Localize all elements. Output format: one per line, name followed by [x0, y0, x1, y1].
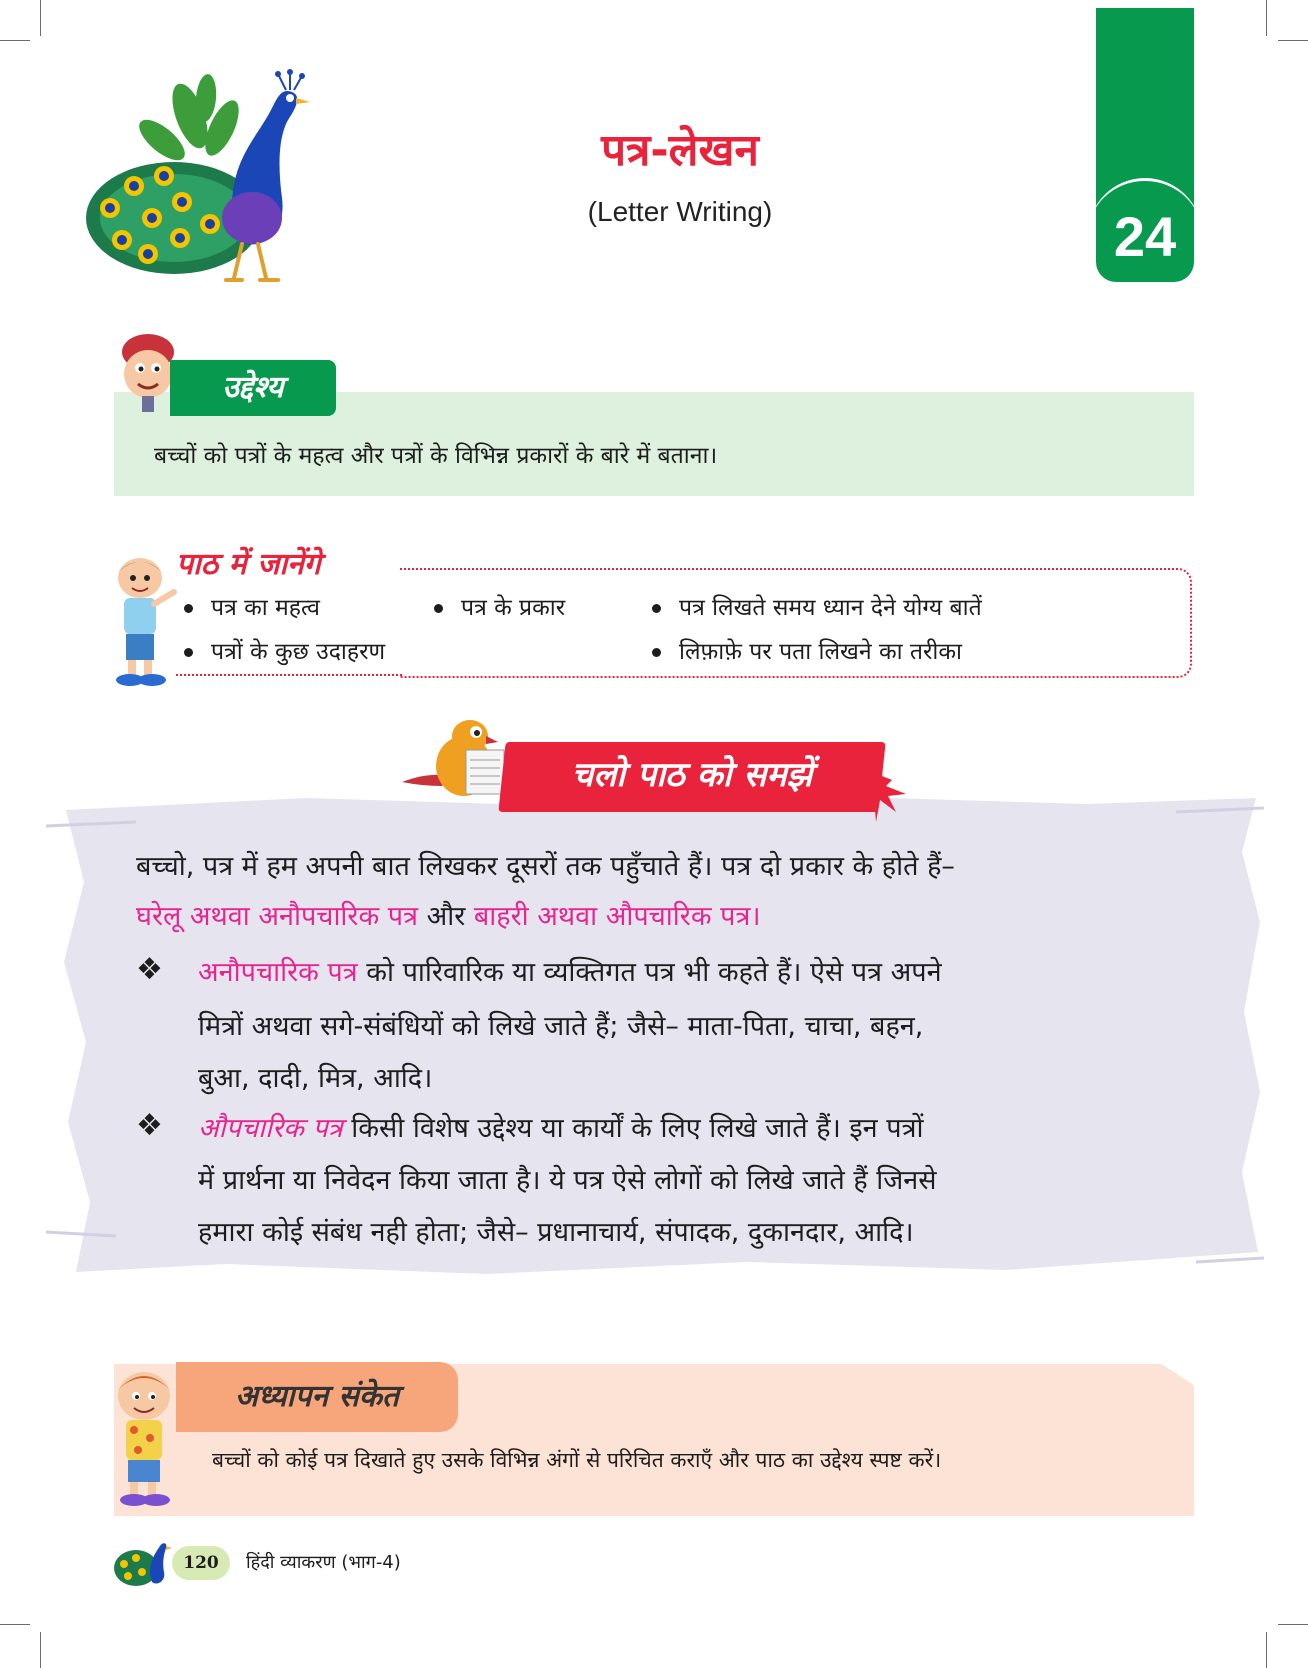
lesson-banner-text: चलो पाठ को समझें	[571, 755, 813, 795]
book-title: हिंदी व्याकरण (भाग-4)	[246, 1552, 401, 1573]
formal-line-2: में प्रार्थना या निवेदन किया जाता है। ये पत्र ऐसे लोगों को लिखे जाते हैं जिनसे	[198, 1165, 937, 1196]
peacock-illustration	[82, 68, 332, 288]
formal-type-term: बाहरी अथवा औपचारिक पत्र।	[473, 901, 761, 932]
formal-term: औपचारिक पत्र	[198, 1113, 343, 1144]
informal-line-3: बुआ, दादी, मित्र, आदि।	[198, 1063, 433, 1094]
objective-label: उद्देश्य	[170, 360, 336, 416]
bird-reading-illustration	[398, 712, 508, 802]
informal-term: अनौपचारिक पत्र	[198, 957, 358, 988]
teaching-tip-label: अध्यापन संकेत	[176, 1362, 458, 1432]
bullet-icon	[434, 604, 443, 613]
teaching-tip-text: बच्चों को कोई पत्र दिखाते हुए उसके विभिन्न अंगों से परिचित कराएँ और पाठ का उद्देश्य स्पष्ट करें।	[212, 1448, 942, 1472]
connector-text: और	[418, 901, 474, 932]
informal-type-term: घरेलू अथवा अनौपचारिक पत्र	[136, 901, 419, 932]
informal-line-2: मित्रों अथवा सगे-संबंधियों को लिखे जाते हैं; जैसे– माता-पिता, चाचा, बहन,	[198, 1011, 924, 1042]
crop-mark	[1278, 1624, 1308, 1625]
crop-mark	[0, 40, 30, 41]
diamond-bullet-icon: ❖	[136, 952, 163, 987]
crop-mark	[40, 1632, 41, 1668]
learn-item: पत्र का महत्व	[184, 590, 320, 622]
learn-item: पत्रों के कुछ उदाहरण	[184, 634, 385, 666]
formal-line-3: हमारा कोई संबंध नही होता; जैसे– प्रधानाचार्य, संपादक, दुकानदार, आदि।	[198, 1217, 914, 1248]
learn-heading: पाठ में जानेंगे	[176, 547, 321, 582]
learn-item: पत्र लिखते समय ध्यान देने योग्य बातें	[652, 590, 982, 622]
chapter-number-tab	[1096, 8, 1194, 282]
boy-pointing-illustration	[108, 552, 178, 686]
chapter-title: पत्र-लेखन	[601, 125, 759, 176]
informal-line-1: अनौपचारिक पत्र को पारिवारिक या व्यक्तिगत पत्र भी कहते हैं। ऐसे पत्र अपने	[198, 957, 942, 988]
bullet-icon	[652, 648, 661, 657]
crop-mark	[0, 1624, 30, 1625]
footer-peacock-icon	[114, 1538, 174, 1590]
bullet-icon	[184, 648, 193, 657]
crop-mark	[1266, 1632, 1267, 1668]
objective-text: बच्चों को पत्रों के महत्व और पत्रों के विभिन्न प्रकारों के बारे में बताना।	[154, 443, 718, 469]
formal-line-1: औपचारिक पत्र किसी विशेष उद्देश्य या कार्यों के लिए लिखे जाते हैं। इन पत्रों	[198, 1113, 924, 1144]
learn-item: पत्र के प्रकार	[434, 590, 565, 622]
crop-mark	[1278, 40, 1308, 41]
bullet-icon	[184, 604, 193, 613]
learn-item: लिफ़ाफ़े पर पता लिखने का तरीका	[652, 634, 962, 666]
learn-box-bottom-border	[176, 674, 402, 676]
bullet-icon	[652, 604, 661, 613]
boy-waving-illustration	[110, 1368, 186, 1508]
intro-line-1: बच्चो, पत्र में हम अपनी बात लिखकर दूसरों तक पहुँचाते हैं। पत्र दो प्रकार के होते हैं–	[136, 851, 955, 882]
crop-mark	[40, 0, 41, 36]
intro-line-2	[136, 892, 761, 942]
diamond-bullet-icon: ❖	[136, 1108, 163, 1143]
chapter-subtitle: (Letter Writing)	[587, 196, 773, 227]
crop-mark	[1266, 0, 1267, 36]
page-number: 120	[172, 1546, 230, 1580]
chapter-number: 24	[1113, 205, 1177, 268]
